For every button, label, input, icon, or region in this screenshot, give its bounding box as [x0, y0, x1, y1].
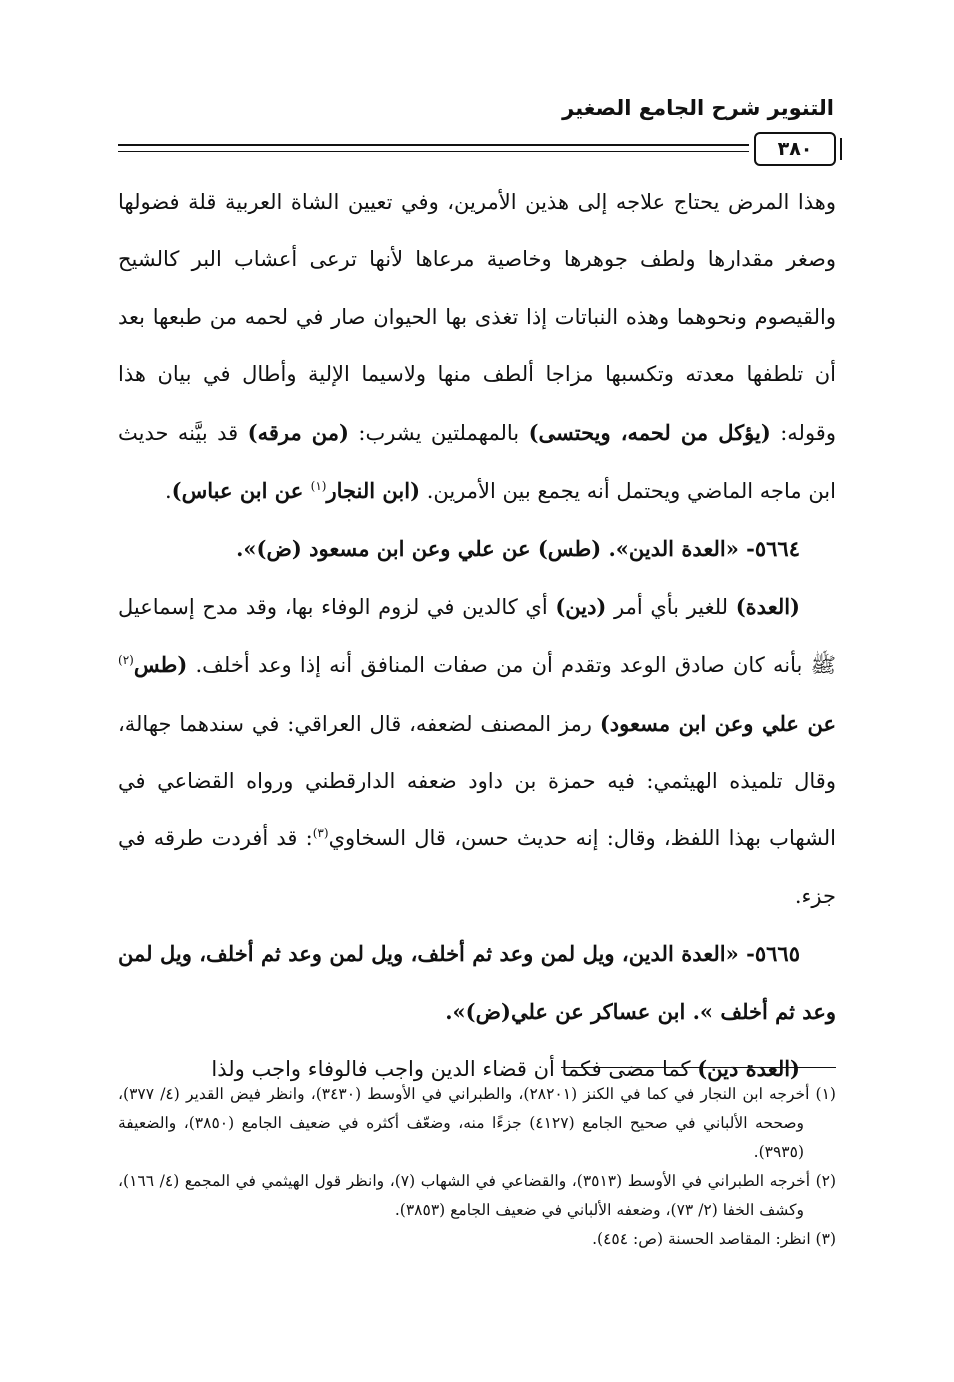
footnote-ref: (٣)	[312, 826, 329, 841]
footnote-ref: (٢)	[118, 653, 134, 668]
main-text	[118, 174, 836, 1099]
text-run: للغير بأي أمر	[606, 594, 736, 619]
footnote-ref: (١)	[310, 479, 327, 494]
header-rule	[118, 144, 749, 146]
text-run: بالمهملتين يشرب:	[348, 420, 529, 445]
footnote-3: (٣) انظر: المقاصد الحسنة (ص: ٤٥٤).	[592, 1230, 836, 1248]
bold-run: عن ابن عباس)	[171, 478, 311, 504]
running-title: التنوير شرح الجامع الصغير	[562, 96, 834, 120]
text-run: أي كالدين في لزوم الوفاء بها، وقد مدح إسماعيل ﷺ بأنه كان صادق الوعد وتقدم أن من صفات المنافق أنه إذا وعد أخلف.	[118, 594, 836, 678]
hadith-5665: ٥٦٦٥- «العدة الدين، ويل لمن وعد ثم أخلف، ويل لمن وعد ثم أخلف، ويل لمن وعد ثم أخلف ». ابن عساكر عن علي(ض)».	[118, 941, 836, 1024]
text-run: رمز المصنف لضعفه، قال العراقي: في سندهما جهالة، وقال تلميذه الهيثمي: فيه حمزة بن داود ضعفه الدارقطني ورواه القضاعي في الشهاب بهذا اللفظ، وقال: إنه حديث حسن، قال السخاوي	[118, 711, 836, 851]
bold-run: (العدة دين)	[697, 1056, 800, 1082]
bold-run: (من مرقه)	[247, 419, 349, 445]
text-run: وهذا المرض يحتاج علاجه إلى هذين الأمرين، وفي تعيين الشاة العربية قلة فضولها وصغر مقدارها ولطف جوهرها وخاصية مرعاها لأنها ترعى أعشاب البر كالشيح والقيصوم ونحوهما وهذه النباتات إذا تغذى بها الحيوان صار في لحمه من طبعها بعد أن تلطفها معدته وتكسبها مزاجا ألطف منها ولاسيما الإلية وأطال في بيان هذا وقوله:	[118, 190, 836, 445]
paragraph-commentary-1	[118, 174, 836, 520]
bold-run: (طس	[133, 652, 188, 678]
bold-run: (ابن النجار	[326, 478, 421, 504]
bold-run: (يؤكل من لحمه، ويحتسى)	[528, 419, 771, 445]
header-rule-thin	[118, 151, 749, 152]
footnote-1: (١) أخرجه ابن النجار في كما في الكنز (٢٨٢٠١)، والطبراني في الأوسط (٣٤٣٠)، وانظر فيض القدير (٤/ ٣٧٧)، وصححه الألباني في صحيح الجامع (٤١٢٧) جزءًا منه، وضعّف أكثره في ضعيف الجامع (٣٨٥٠)، والضعيفة (٣٩٣٥).	[118, 1085, 836, 1161]
hadith-5664: ٥٦٦٤- «العدة الدين». (طس) عن علي وعن ابن مسعود (ض)».	[236, 536, 800, 562]
text-run: .	[164, 479, 172, 504]
text-run: : قد أفردت طرقه في جزء.	[118, 826, 836, 908]
bold-run: (العدة)	[735, 593, 800, 619]
footnotes	[118, 1080, 836, 1254]
text-run: قد بيَّنه حديث ابن ماجه الماضي ويحتمل أنه يجمع بين الأمرين.	[118, 420, 836, 504]
footnote-separator	[561, 1067, 836, 1068]
bold-run: عن علي وعن ابن مسعود)	[599, 710, 836, 736]
footnote-2: (٢) أخرجه الطبراني في الأوسط (٣٥١٣)، والقضاعي في الشهاب (٧)، وانظر قول الهيثمي في المجمع (٤/ ١٦٦)، وكشف الخفا (٢/ ٧٣)، وضعفه الألباني في ضعيف الجامع (٣٨٥٣).	[118, 1172, 837, 1219]
text-run: كما مضى فكما أن قضاء الدين واجب فالوفاء واجب ولذا	[211, 1057, 698, 1082]
paragraph-commentary-2	[118, 578, 836, 925]
bold-run: (دين)	[555, 593, 607, 619]
page-number: ٣٨٠	[754, 132, 836, 166]
